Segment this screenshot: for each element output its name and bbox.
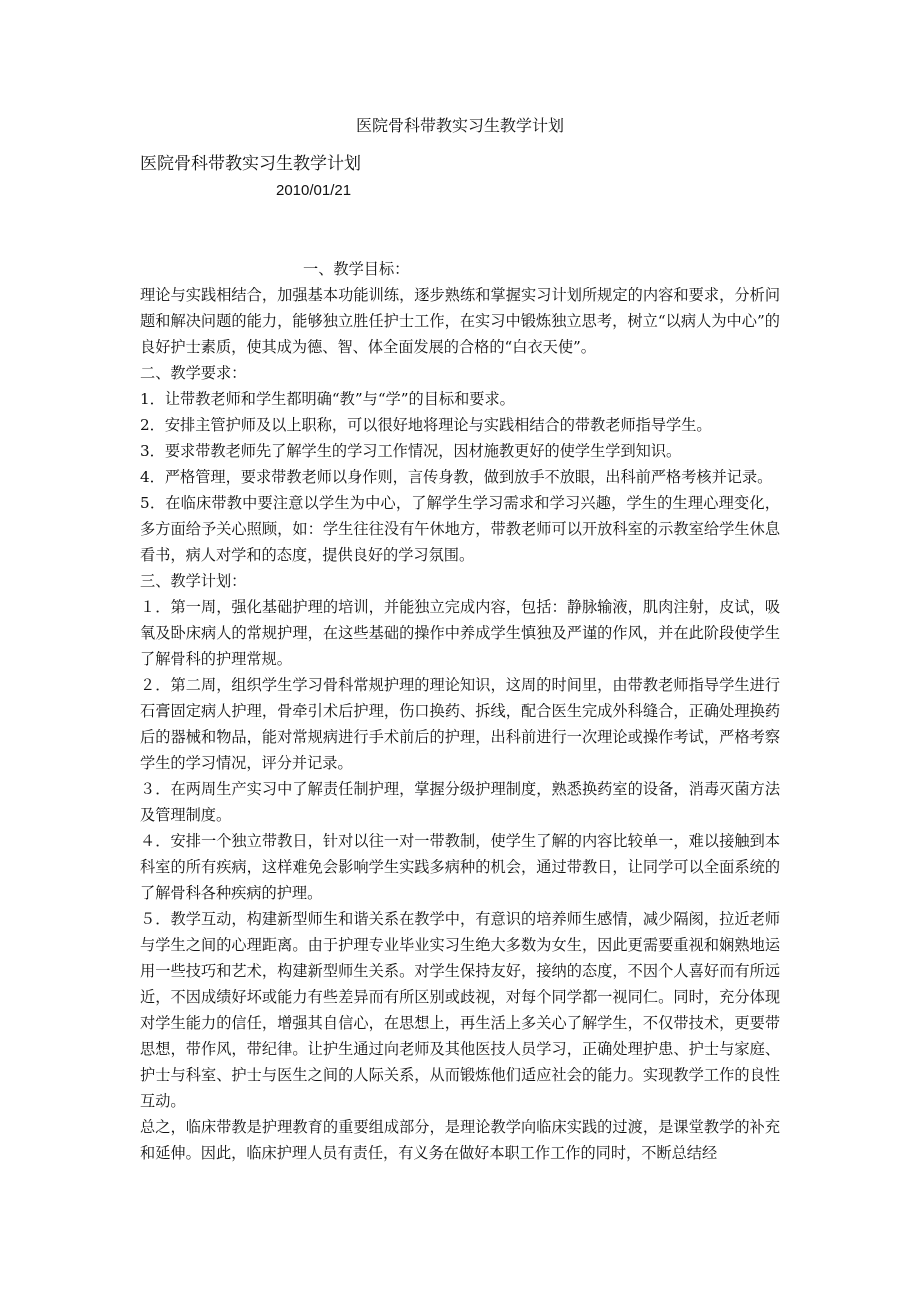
plan-item: ２．第二周，组织学生学习骨科常规护理的理论知识，这周的时间里，由带教老师指导学生进行石膏固定病人护理，骨牵引术后护理，伤口换药、拆线，配合医生完成外科缝合，正确处理换药后的器械和物品，能对常规病进行手术前后的护理，出科前进行一次理论或操作考试，严格考察学生的学习情况，评分并记录。: [140, 676, 780, 772]
conclusion-paragraph: 总之，临床带教是护理教育的重要组成部分，是理论教学向临床实践的过渡，是课堂教学的补充和延伸。因此，临床护理人员有责任，有义务在做好本职工作工作的同时，不断总结经: [140, 1118, 780, 1162]
document-date: 2010/01/21: [276, 182, 352, 199]
page-title: 医院骨科带教实习生教学计划: [355, 116, 564, 135]
requirement-item: 5．在临床带教中要注意以学生为中心，了解学生学习需求和学习兴趣，学生的生理心理变化，多方面给予关心照顾，如：学生往往没有午休地方，带教老师可以开放科室的示教室给学生休息看书，病人对学和的态度，提供良好的学习氛围。: [140, 494, 780, 564]
plan-item: ５．教学互动，构建新型师生和谐关系在教学中，有意识的培养师生感情，减少隔阂，拉近老师与学生之间的心理距离。由于护理专业毕业实习生绝大多数为女生，因此更需要重视和娴熟地运用一些技巧和艺术，构建新型师生关系。对学生保持友好，接纳的态度，不因个人喜好而有所远近，不因成绩好坏或能力有些差异而有所区别或歧视，对每个同学都一视同仁。同时，充分体现对学生能力的信任，增强其自信心，在思想上，再生活上多关心了解学生，不仅带技术，更要带思想，带作风，带纪律。让护生通过向老师及其他医技人员学习，正确处理护患、护士与家庭、护士与科室、护士与医生之间的人际关系，从而锻炼他们适应社会的能力。实现教学工作的良性互动。: [140, 910, 780, 1110]
requirement-item: 2．安排主管护师及以上职称，可以很好地将理论与实践相结合的带教老师指导学生。: [140, 416, 712, 434]
section-3-heading: 三、教学计划：: [140, 572, 247, 590]
section-1-heading: 一、教学目标：: [303, 260, 410, 278]
requirement-item: 1．让带教老师和学生都明确“教”与“学”的目标和要求。: [140, 390, 515, 408]
requirement-item: 3．要求带教老师先了解学生的学习工作情况，因材施教更好的使学生学到知识。: [140, 442, 682, 460]
document-subtitle: 医院骨科带教实习生教学计划: [140, 154, 361, 174]
plan-item: ３．在两周生产实习中了解责任制护理，掌握分级护理制度，熟悉换药室的设备，消毒灭菌方法及管理制度。: [140, 780, 780, 824]
section-1-paragraph: 理论与实践相结合，加强基本功能训练，逐步熟练和掌握实习计划所规定的内容和要求，分析问题和解决问题的能力，能够独立胜任护士工作，在实习中锻炼独立思考，树立“以病人为中心”的良好护士素质，使其成为德、智、体全面发展的合格的“白衣天使”。: [140, 286, 780, 356]
section-2-heading: 二、教学要求：: [140, 364, 247, 382]
plan-item: ４．安排一个独立带教日，针对以往一对一带教制，使学生了解的内容比较单一，难以接触到本科室的所有疾病，这样难免会影响学生实践多病种的机会，通过带教日，让同学可以全面系统的了解骨科各种疾病的护理。: [140, 832, 780, 902]
requirement-item: 4．严格管理，要求带教老师以身作则，言传身教，做到放手不放眼，出科前严格考核并记录。: [140, 468, 773, 486]
document-body: [140, 256, 780, 1166]
plan-item: １．第一周，强化基础护理的培训，并能独立完成内容，包括：静脉输液，肌肉注射，皮试，吸氧及卧床病人的常规护理，在这些基础的操作中养成学生慎独及严谨的作风，并在此阶段使学生了解骨科的护理常规。: [140, 598, 780, 668]
